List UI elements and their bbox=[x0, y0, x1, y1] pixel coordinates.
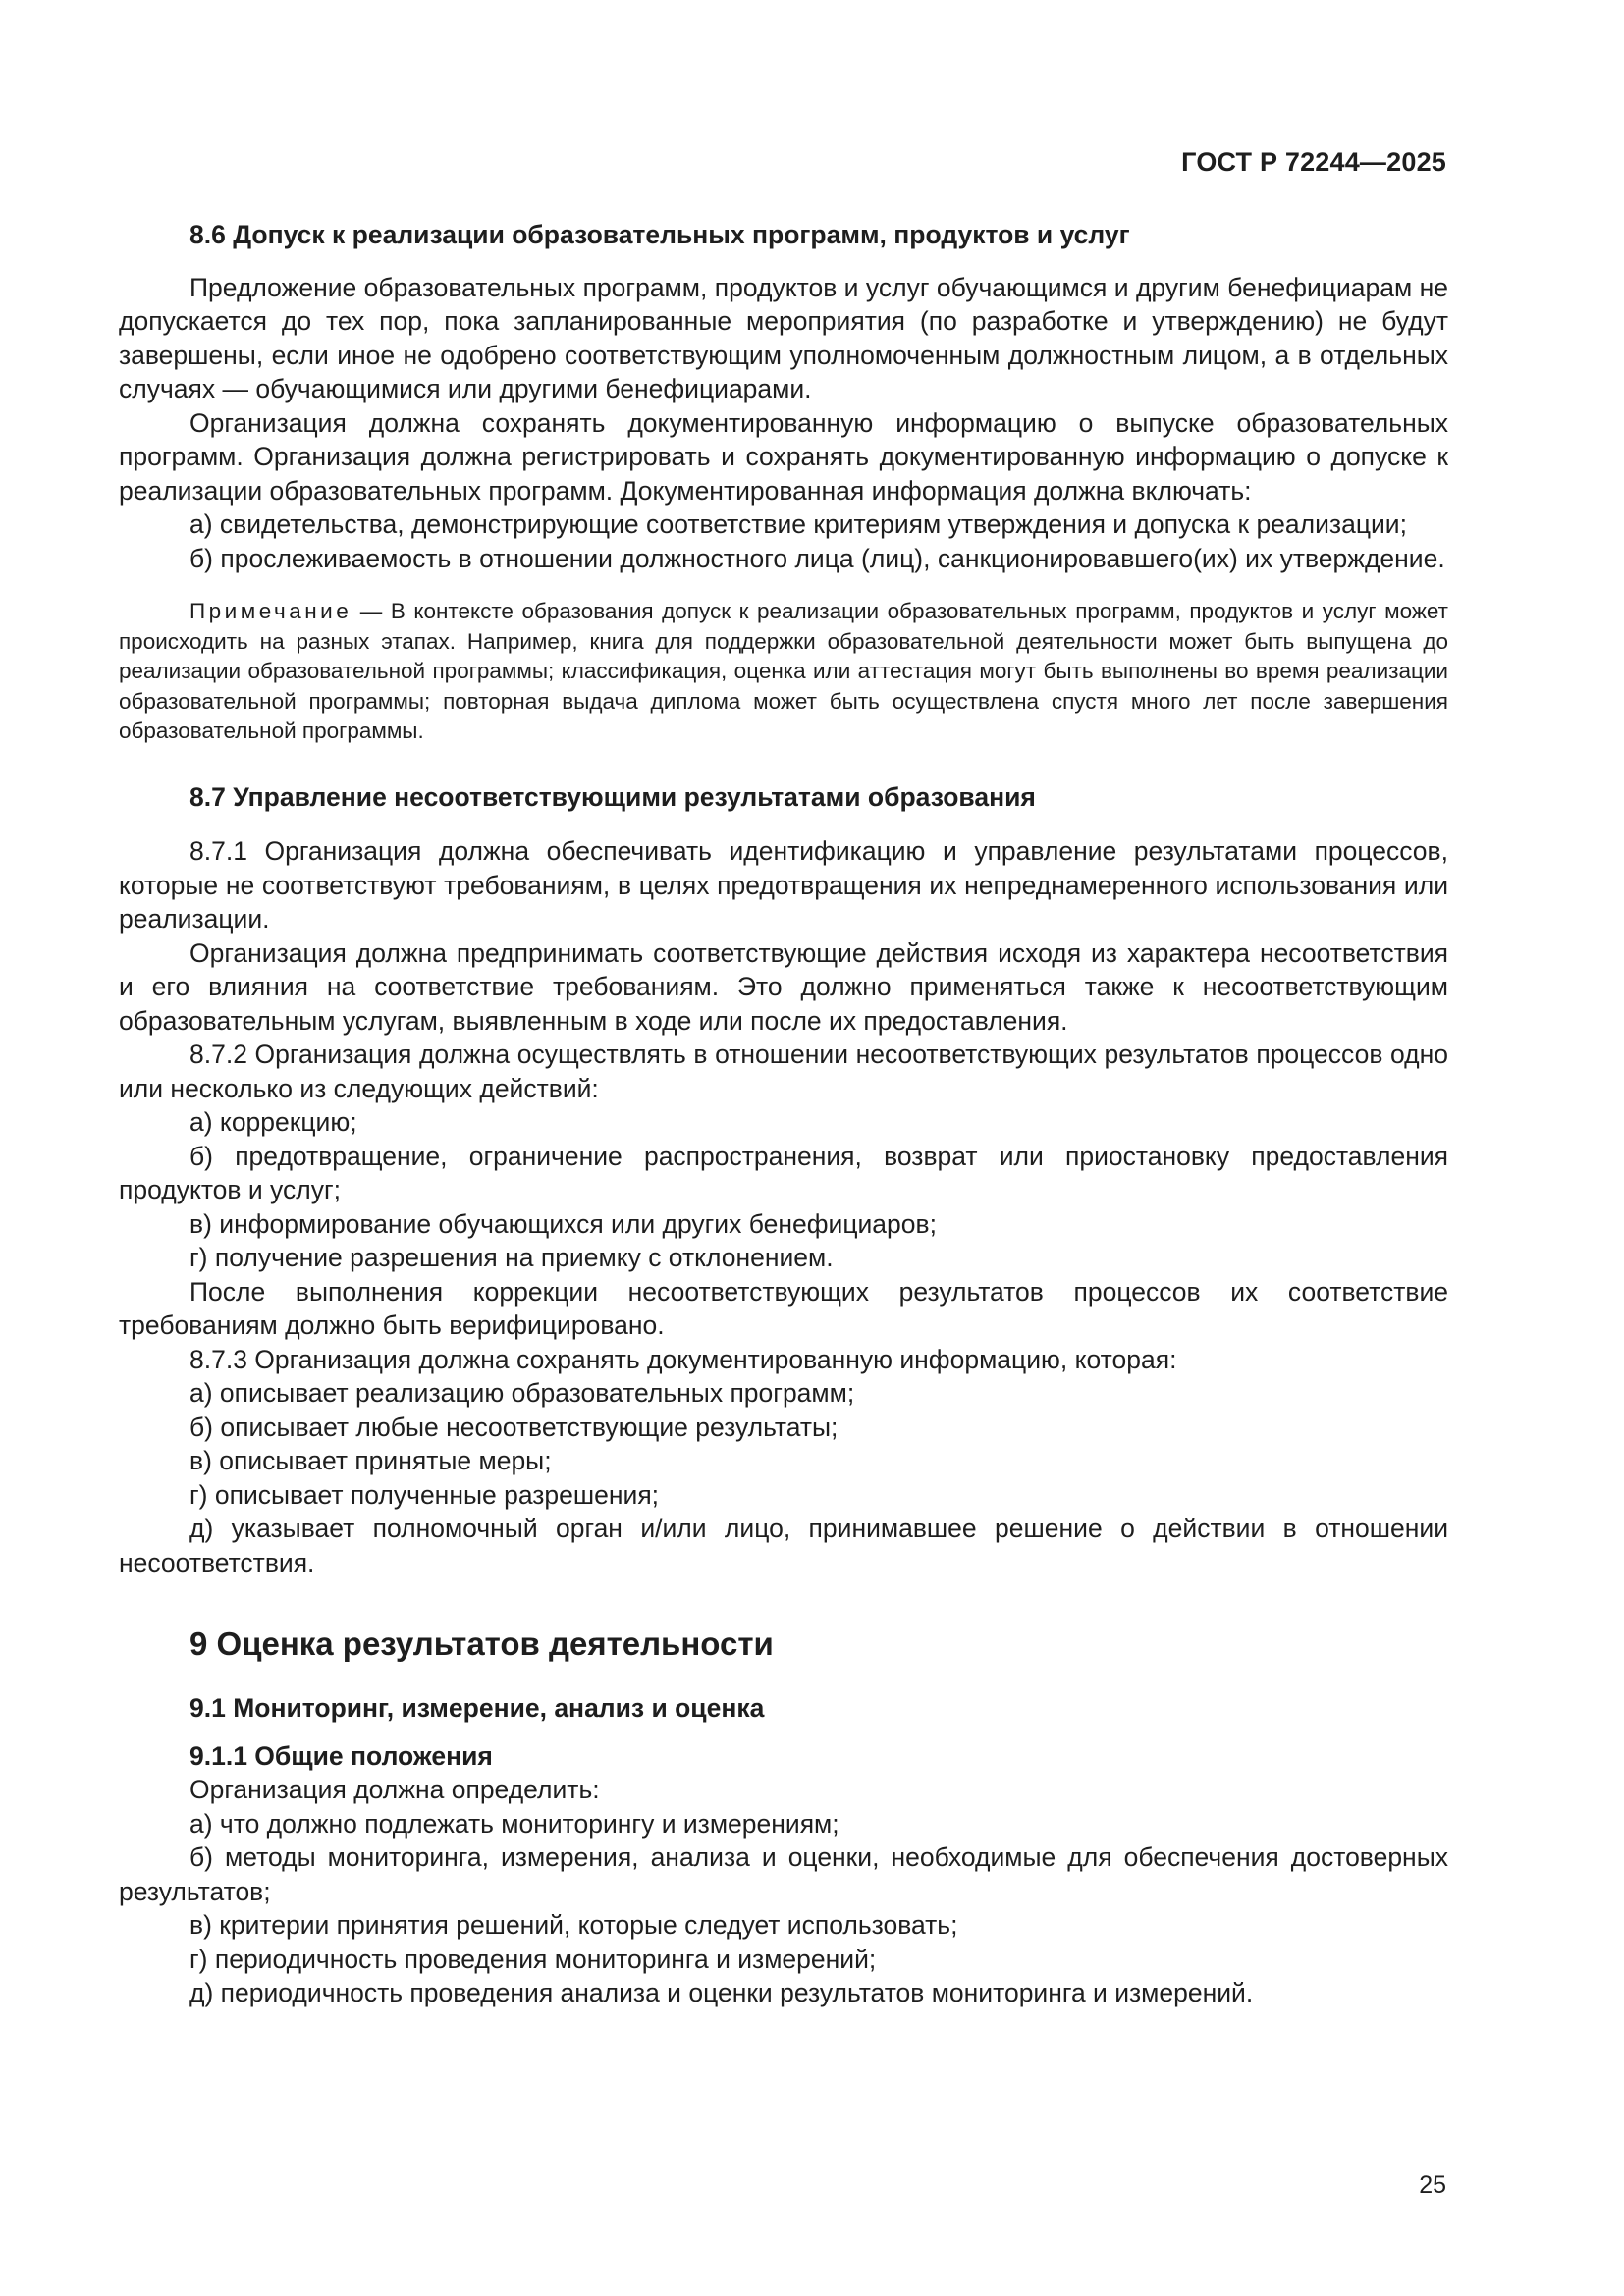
list-item: а) что должно подлежать мониторингу и измерениям; bbox=[189, 1808, 839, 1839]
page-number: 25 bbox=[1419, 2171, 1446, 2199]
section-8-7-3-paragraph: 8.7.3 Организация должна сохранять документированную информацию, которая: bbox=[189, 1344, 1177, 1374]
list-item: г) получение разрешения на приемку с отклонением. bbox=[189, 1243, 834, 1272]
note-label: Примечание bbox=[189, 599, 352, 623]
list-item: г) периодичность проведения мониторинга и измерений; bbox=[189, 1944, 877, 1974]
section-9-1-1-heading: 9.1.1 Общие положения bbox=[189, 1740, 493, 1771]
note-text: — В контексте образования допуск к реализации образовательных программ, продуктов и услуг может происходить на разных этапах. Например, книга для поддержки образовательной деятельности может быть выпущена до реализации образовательной программы; классификация, оценка или аттестация могут быть выполнены во время реализации образовательной программы; повторная выдача диплома может быть осуществлена спустя много лет после завершения образовательной программы. bbox=[119, 599, 1448, 743]
section-8-7-1-paragraph-2: Организация должна предпринимать соответствующие действия исходя из характера несоответствия и его влияния на соответствие требованиям. Это должно применяться также к несоответствующим образовательным услугам, выявленным в ходе или после их предоставления. bbox=[119, 937, 1448, 1036]
list-item: г) описывает полученные разрешения; bbox=[189, 1479, 660, 1510]
list-item: д) периодичность проведения анализа и оценки результатов мониторинга и измерений. bbox=[189, 1978, 1254, 2007]
section-8-6-item-a: а) свидетельства, демонстрирующие соответствие критериям утверждения и допуска к реализации; bbox=[189, 509, 1407, 539]
list-item: б) описывает любые несоответствующие результаты; bbox=[189, 1412, 839, 1442]
section-8-6-item-b: б) прослеживаемость в отношении должностного лица (лиц), санкционировавшего(их) их утверждение. bbox=[189, 543, 1445, 573]
section-8-7-2-paragraph-2: После выполнения коррекции несоответствующих результатов процессов их соответствие требованиям должно быть верифицировано. bbox=[119, 1276, 1448, 1340]
section-8-7-2-paragraph: 8.7.2 Организация должна осуществлять в отношении несоответствующих результатов процессов одно или несколько из следующих действий: bbox=[119, 1040, 1448, 1103]
section-9-1-heading: 9.1 Мониторинг, измерение, анализ и оценка bbox=[189, 1693, 765, 1723]
list-item: б) методы мониторинга, измерения, анализа и оценки, необходимые для обеспечения достоверных результатов; bbox=[119, 1842, 1448, 1906]
section-8-6-paragraph-1: Предложение образовательных программ, продуктов и услуг обучающимся и другим бенефициарам не допускается до тех пор, пока запланированные мероприятия (по разработке и утверждению) не будут завершены, если иное не одобрено соответствующим уполномоченным должностным лицом, а в отдельных случаях — обучающимися или другими бенефициарами. bbox=[119, 272, 1448, 403]
section-8-7-heading: 8.7 Управление несоответствующими результатами образования bbox=[189, 781, 1036, 812]
section-8-6-heading: 8.6 Допуск к реализации образовательных программ, продуктов и услуг bbox=[189, 220, 1130, 249]
section-8-6-paragraph-2: Организация должна сохранять документированную информацию о выпуске образовательных программ. Организация должна регистрировать и сохранять документированную информацию о допуске к реализации образовательных программ. Документированная информация должна включать: bbox=[119, 407, 1448, 506]
list-item: в) информирование обучающихся или других бенефициаров; bbox=[189, 1208, 937, 1239]
list-item: в) критерии принятия решений, которые следует использовать; bbox=[189, 1910, 958, 1940]
section-8-6-note bbox=[119, 597, 1448, 747]
list-item: б) предотвращение, ограничение распространения, возврат или приостановку предоставления продуктов и услуг; bbox=[119, 1141, 1448, 1204]
list-item: в) описывает принятые меры; bbox=[189, 1446, 552, 1475]
document-id-header: ГОСТ Р 72244—2025 bbox=[1181, 147, 1446, 177]
list-item: а) описывает реализацию образовательных программ; bbox=[189, 1378, 855, 1408]
list-item: а) коррекцию; bbox=[189, 1107, 357, 1137]
section-8-7-1-paragraph: 8.7.1 Организация должна обеспечивать идентификацию и управление результатами процессов, которые не соответствуют требованиям, в целях предотвращения их непреднамеренного использования или реализации. bbox=[119, 836, 1448, 934]
section-9-heading: 9 Оценка результатов деятельности bbox=[189, 1626, 774, 1662]
list-item: д) указывает полномочный орган и/или лицо, принимавшее решение о действии в отношении несоответствия. bbox=[119, 1514, 1448, 1577]
section-9-1-1-intro: Организация должна определить: bbox=[189, 1775, 600, 1804]
page-content bbox=[119, 218, 1448, 2010]
